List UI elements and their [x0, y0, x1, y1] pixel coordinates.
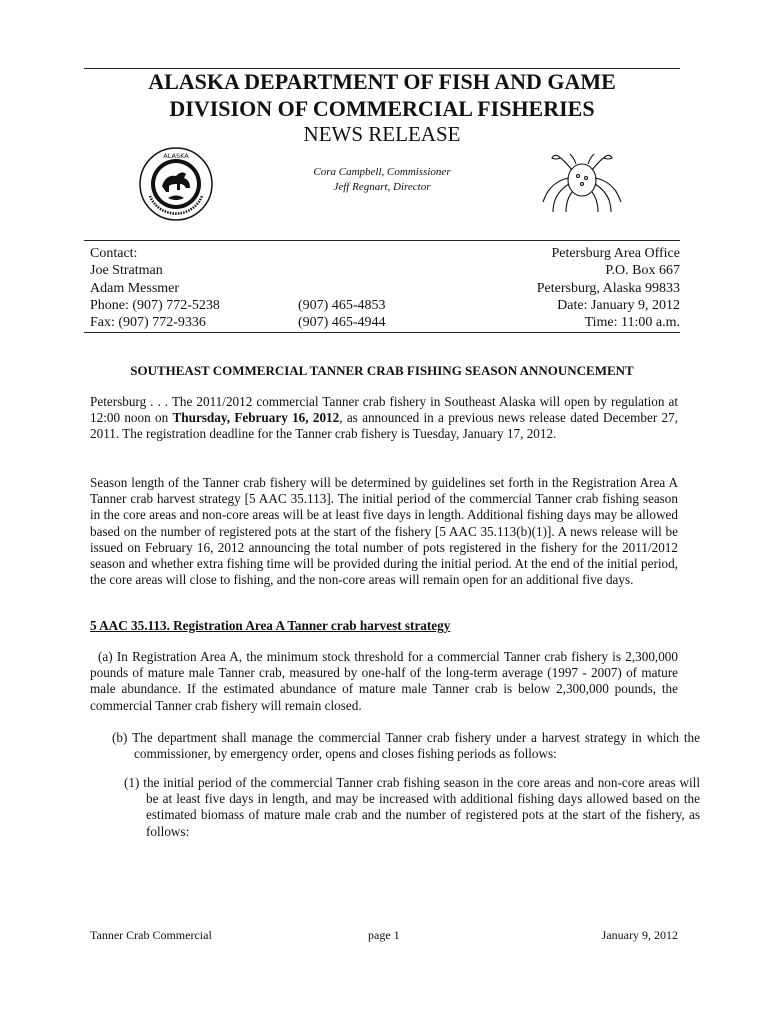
- news-release-title: NEWS RELEASE: [303, 122, 461, 146]
- contact-row: Adam Messmer Petersburg, Alaska 99833: [90, 280, 680, 296]
- contact-row: Fax: (907) 772-9336 (907) 465-4944 Time: 11:00 a.m.: [90, 315, 680, 331]
- division-title: DIVISION OF COMMERCIAL FISHERIES: [169, 96, 595, 121]
- commissioner-name: Cora Campbell, Commissioner: [313, 166, 451, 178]
- seal-label: ALASKA: [163, 152, 189, 160]
- contact-block: [90, 245, 680, 331]
- contact-row: Contact: Petersburg Area Office: [90, 246, 680, 261]
- paragraph-opening: Petersburg . . . The 2011/2012 commercial Tanner crab fishery in Southeast Alaska will open by regulation at 12:00 noon on Thursday, February 16, 2012, as announced in a previous news release dated December 27, 2011. The registration deadline for the Tanner crab fishery is Tuesday, January 17, 2012.: [90, 394, 679, 442]
- agency-title: ALASKA DEPARTMENT OF FISH AND GAME: [148, 69, 616, 94]
- footer-page-number: page 1: [368, 928, 400, 942]
- contact-rule-top: [84, 240, 680, 241]
- tanner-crab-logo: [540, 140, 624, 216]
- footer-title: Tanner Crab Commercial: [90, 928, 212, 942]
- contact-row: Joe Stratman P.O. Box 667: [90, 263, 680, 279]
- announcement-title: SOUTHEAST COMMERCIAL TANNER CRAB FISHING SEASON ANNOUNCEMENT: [130, 363, 634, 378]
- regulation-subsection-a: (a) In Registration Area A, the minimum stock threshold for a commercial Tanner crab fishery is 2,300,000 pounds of mature male Tanner crab, measured by one-half of the long-term average (1997 - 2007) of mature male abundance. If the estimated abundance of mature male Tanner crab is below 2,300,000 pounds, the commercial Tanner crab fishery will remain closed.: [90, 649, 678, 713]
- contact-rule-bottom: [84, 332, 680, 333]
- footer-date: January 9, 2012: [601, 928, 678, 942]
- director-name: Jeff Regnart, Director: [333, 181, 431, 193]
- regulation-heading: 5 AAC 35.113. Registration Area A Tanner crab harvest strategy: [90, 618, 451, 633]
- regulation-subsection-b: (b) The department shall manage the commercial Tanner crab fishery under a harvest strategy in which the commissioner, by emergency order, opens and closes fishing periods as follows:: [112, 730, 700, 762]
- paragraph-season-length: Season length of the Tanner crab fishery will be determined by guidelines set forth in the Registration Area A Tanner crab harvest strategy [5 AAC 35.113]. The initial period of the commercial Tanner crab fishing season in the core areas and non-core areas will be at least five days in length. Additional fishing days may be allowed based on the number of registered pots at the start of the fishery [5 AAC 35.113(b)(1)]. A news release will be issued on February 16, 2012 announcing the total number of pots registered in the fishery for the 2011/2012 season and whether extra fishing time will be provided during the initial period. At the end of the initial period, the core areas will close to fishing, and the non-core areas will remain open for an additional five days.: [90, 475, 678, 588]
- regulation-paragraph-1: (1) the initial period of the commercial Tanner crab fishing season in the core areas and non-core areas will be at least five days in length, and may be increased with additional fishing days allowed based on the estimated biomass of mature male crab and the number of registered pots at the start of the fishery, as follows:: [124, 775, 700, 839]
- opening-date: Thursday, February 16, 2012: [172, 410, 340, 426]
- contact-row: Phone: (907) 772-5238 (907) 465-4853 Date: January 9, 2012: [90, 297, 680, 313]
